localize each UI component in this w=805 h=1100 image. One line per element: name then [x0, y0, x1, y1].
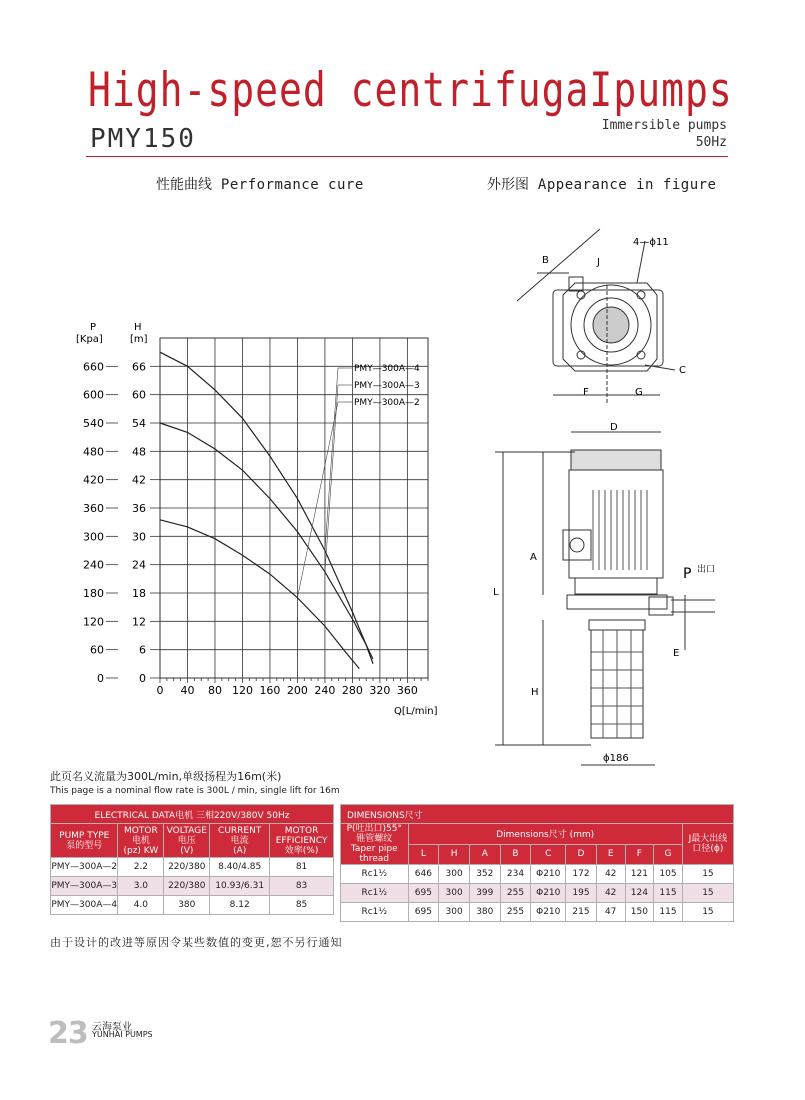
series-line: [160, 423, 373, 659]
chart-ticks: [83, 360, 428, 697]
series-line: [160, 520, 359, 669]
x-tick-label: 360: [396, 684, 418, 697]
p-tick-label: 660: [83, 360, 104, 374]
column-top: [589, 620, 645, 630]
subtitle-line-2: 50Hz: [695, 135, 727, 150]
col-taper-thread: P(吐出口)55° 锥管螺纹 Taper pipe thread: [341, 824, 409, 865]
legend-leader: [297, 402, 338, 598]
dimensions-table: DIMENSIONS尺寸 P(吐出口)55° 锥管螺纹 Taper pipe thread Dimensions尺寸 (mm) J最大出线 口径(ϕ) L H A B C D E F G Rc1½ 646 300 352 234 Φ210 172 42 121 105 15 Rc1½ 695 300 399 255 Φ210 195 42 124 115 15 Rc1½ 695 300 380 255 Φ210 215 47 150 115 15: [340, 804, 734, 922]
h-tick-label: 0: [139, 672, 146, 685]
table-row: Rc1½ 695 300 380 255 Φ210 215 47 150 115 15: [341, 903, 734, 922]
performance-heading-en: Performance cure: [220, 177, 364, 193]
x-tick-label: 0: [156, 684, 164, 697]
table-row: PMY—300A—3 3.0 220/380 10.93/6.31 83: [51, 877, 334, 896]
h-tick-label: 6: [139, 643, 146, 657]
motor-fins: [593, 490, 647, 570]
x-tick-label: 80: [207, 684, 222, 697]
note-en: This page is a nominal flow rate is 300L / min, single lift for 16m: [50, 786, 340, 796]
x-tick-label: 240: [314, 684, 336, 697]
h-axis-unit: [m]: [130, 334, 148, 345]
col-dimensions: Dimensions尺寸 (mm): [408, 824, 682, 845]
label-l: L: [493, 587, 499, 598]
label-g: G: [635, 387, 643, 398]
col-efficiency: MOTOR EFFICIENCY 效率(%): [270, 824, 334, 858]
col-j-outlet: J最大出线 口径(ϕ): [682, 824, 733, 865]
p-tick-label: 420: [83, 473, 104, 487]
col-current: CURRENT 电流 (A): [210, 824, 270, 858]
brand-name-en: YUNHAI PUMPS: [92, 1030, 153, 1039]
p-tick-label: 0: [97, 672, 104, 685]
appearance-heading: [487, 174, 716, 194]
label-d: D: [610, 422, 618, 433]
h-tick-label: 24: [132, 558, 146, 572]
label-j: J: [597, 257, 600, 268]
h-tick-label: 54: [132, 417, 146, 430]
h-tick-label: 48: [132, 445, 146, 459]
appearance-heading-en: Appearance in figure: [537, 177, 717, 193]
table-row: PMY—300A—2 2.2 220/380 8.40/4.85 81: [51, 858, 334, 877]
performance-heading: [156, 174, 364, 194]
x-tick-label: 200: [286, 684, 308, 697]
col-motor: MOTOR 电机 (pz) KW: [118, 824, 164, 858]
x-tick-label: 280: [341, 684, 363, 697]
performance-heading-cn: 性能曲线: [156, 177, 212, 193]
subtitle-line-1: Immersible pumps: [601, 118, 727, 133]
header-divider: [86, 156, 728, 157]
x-tick-label: 120: [231, 684, 253, 697]
dimensions-header: DIMENSIONS尺寸: [341, 805, 734, 824]
note-cn: 此页名义流量为300L/min,单级扬程为16m(米): [50, 770, 282, 783]
motor-fan-cover: [571, 450, 661, 470]
legend-label: PMY—300A—3: [354, 381, 420, 391]
x-tick-label: 160: [259, 684, 281, 697]
p-tick-label: 600: [83, 388, 104, 402]
x-axis-label: Q[L/min]: [394, 706, 438, 717]
pump-stages: [591, 630, 643, 738]
inlet-mesh: [593, 307, 629, 343]
label-c: C: [679, 365, 686, 376]
label-p: P: [683, 566, 692, 582]
motor-body: [569, 470, 663, 578]
p-tick-label: 360: [83, 502, 104, 515]
table-row: Rc1½ 646 300 352 234 Φ210 172 42 121 105 15: [341, 865, 734, 884]
terminal-box: [563, 530, 591, 560]
table-row: PMY—300A—4 4.0 380 8.12 85: [51, 896, 334, 915]
p-tick-label: 480: [83, 445, 104, 459]
chart-legend: [297, 364, 420, 598]
electrical-header: ELECTRICAL DATA电机 三相220V/380V 50Hz: [51, 805, 334, 824]
x-tick-label: 40: [180, 684, 195, 697]
h-tick-label: 12: [132, 615, 146, 629]
label-e: E: [673, 648, 680, 659]
outlet-port: [649, 597, 673, 615]
legend-label: PMY—300A—2: [354, 398, 420, 408]
h-tick-label: 42: [132, 473, 146, 487]
page-subtitle: [602, 117, 727, 151]
top-view-drawing: [505, 225, 720, 410]
footer-note: 由于设计的改进等原因令某些数值的变更,恕不另行通知: [50, 936, 343, 949]
h-axis-label-h: H: [134, 322, 142, 333]
p-tick-label: 300: [83, 530, 104, 544]
p-axis-label-p: P: [90, 322, 97, 333]
p-tick-label: 540: [83, 417, 104, 430]
p-tick-label: 60: [90, 643, 104, 657]
h-tick-label: 18: [132, 587, 146, 600]
page-title: High-speed centrifugaIpumps: [88, 62, 733, 117]
col-voltage: VOLTAGE 电压 (V): [164, 824, 210, 858]
electrical-table: [50, 804, 334, 915]
model-number: PMY150: [90, 124, 196, 154]
label-b: B: [542, 255, 549, 266]
label-outlet: 出口: [697, 565, 716, 575]
table-row: Rc1½ 695 300 399 255 Φ210 195 42 124 115 15: [341, 884, 734, 903]
legend-leader: [325, 368, 338, 551]
legend-leader: [325, 385, 338, 572]
brand-name-cn: 云海泵业: [92, 1022, 132, 1033]
p-axis-unit: [Kpa]: [76, 334, 103, 345]
h-tick-label: 30: [132, 530, 146, 544]
label-dia: ϕ186: [603, 753, 629, 764]
x-tick-label: 320: [369, 684, 391, 697]
h-tick-label: 36: [132, 502, 146, 515]
cable-gland: [569, 277, 583, 291]
label-h: H: [531, 687, 539, 698]
label-f: F: [583, 387, 589, 398]
h-tick-label: 66: [132, 360, 146, 374]
col-pump-type: PUMP TYPE 泵的型号: [51, 824, 118, 858]
legend-label: PMY—300A—4: [354, 364, 420, 374]
performance-chart: [60, 318, 440, 718]
p-tick-label: 120: [83, 615, 104, 629]
side-view-drawing: [485, 420, 725, 775]
h-tick-label: 60: [132, 388, 146, 402]
p-tick-label: 240: [83, 558, 104, 572]
label-a: A: [530, 552, 537, 563]
motor-bracket: [575, 578, 657, 594]
label-hole: 4—ϕ11: [633, 237, 669, 248]
page-number: 23: [48, 1016, 88, 1051]
terminal-gland: [570, 538, 584, 552]
appearance-heading-cn: 外形图: [487, 177, 529, 193]
p-tick-label: 180: [83, 587, 104, 600]
